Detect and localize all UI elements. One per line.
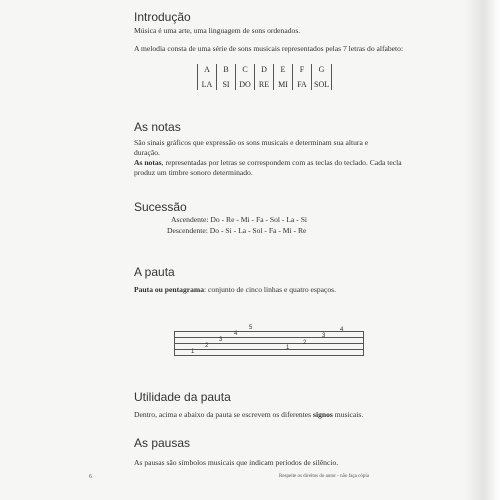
utilidade-heading: Utilidade da pauta: [134, 390, 231, 404]
line-number-3: 3: [219, 337, 223, 343]
letter-cell: A: [198, 64, 217, 77]
footer-note: Respeite os direitos do autor - não faça cópia: [279, 474, 369, 479]
staff-line-1: [174, 355, 364, 356]
notas-paragraph-2-rest: , representadas por letras se correspondem com as teclas do teclado. Cada tecla produz um timbre sonoro determinado.: [134, 158, 402, 177]
notes-row: [198, 77, 332, 90]
note-cell: DO: [236, 77, 255, 90]
line-number-4: 4: [234, 331, 238, 337]
letter-cell: B: [217, 64, 236, 77]
staff-line-4: [174, 337, 364, 338]
utilidade-paragraph: [134, 410, 384, 420]
staff-line-3: [174, 343, 364, 344]
line-number-5: 5: [249, 325, 253, 331]
note-cell: RE: [255, 77, 274, 90]
sucessao-ascendente: Ascendente: Do - Re - Mi - Fa - Sol - La - Si: [171, 215, 308, 224]
line-number-1: 1: [191, 349, 195, 355]
sucessao-heading: Sucessão: [134, 200, 187, 214]
note-cell: FA: [293, 77, 312, 90]
sucessao-descendente: Descendente: Do - Si - La - Sol - Fa - Mi - Re: [167, 226, 307, 235]
notas-heading: As notas: [134, 120, 181, 134]
letter-cell: G: [312, 64, 332, 77]
pauta-definition: [134, 285, 404, 295]
letter-cell: D: [255, 64, 274, 77]
intro-paragraph-2: A melodia consta de uma série de sons musicais representados pelas 7 letras do alfabeto:: [134, 44, 404, 53]
space-number-4: 4: [340, 327, 344, 333]
utilidade-bold-term: signos: [313, 410, 333, 419]
staff-line-5: [174, 331, 364, 332]
notas-paragraph-1: São sinais gráficos que expressão os sons musicais e determinam sua altura e duração.: [134, 138, 369, 157]
staff-start-bar: [174, 331, 175, 356]
space-number-3: 3: [322, 333, 326, 339]
alphabet-table: [197, 64, 332, 90]
staff-end-bar: [363, 331, 364, 356]
pausas-heading: As pausas: [134, 436, 191, 450]
letter-cell: F: [293, 64, 312, 77]
note-cell: LA: [198, 77, 217, 90]
staff-diagram: [174, 325, 364, 357]
page-number: 6: [89, 474, 92, 480]
intro-paragraph-1: Música é uma arte, uma linguagem de sons ordenados.: [134, 26, 301, 35]
note-cell: SOL: [312, 77, 332, 90]
letters-row: [198, 64, 332, 77]
notas-paragraph-2: [134, 158, 404, 178]
letter-cell: E: [274, 64, 293, 77]
pausas-paragraph: As pausas são símbolos musicais que indicam períodos de silêncio.: [134, 458, 339, 467]
pauta-heading: A pauta: [134, 265, 175, 279]
letter-cell: C: [236, 64, 255, 77]
note-cell: SI: [217, 77, 236, 90]
space-number-2: 2: [303, 340, 307, 346]
pauta-bold-term: Pauta ou pentagrama: [134, 285, 205, 294]
notas-bold-term: As notas: [134, 158, 162, 167]
staff-line-2: [174, 349, 364, 350]
utilidade-text-a: Dentro, acima e abaixo da pauta se escrevem os diferentes: [134, 410, 314, 419]
note-cell: MI: [274, 77, 293, 90]
intro-heading: Introdução: [134, 10, 191, 24]
pauta-definition-rest: : conjunto de cinco linhas e quatro espaços.: [204, 285, 337, 294]
utilidade-text-b: musicais.: [332, 410, 364, 419]
page-edge-shadow: [464, 0, 500, 500]
space-number-1: 1: [286, 345, 290, 351]
line-number-2: 2: [205, 343, 209, 349]
